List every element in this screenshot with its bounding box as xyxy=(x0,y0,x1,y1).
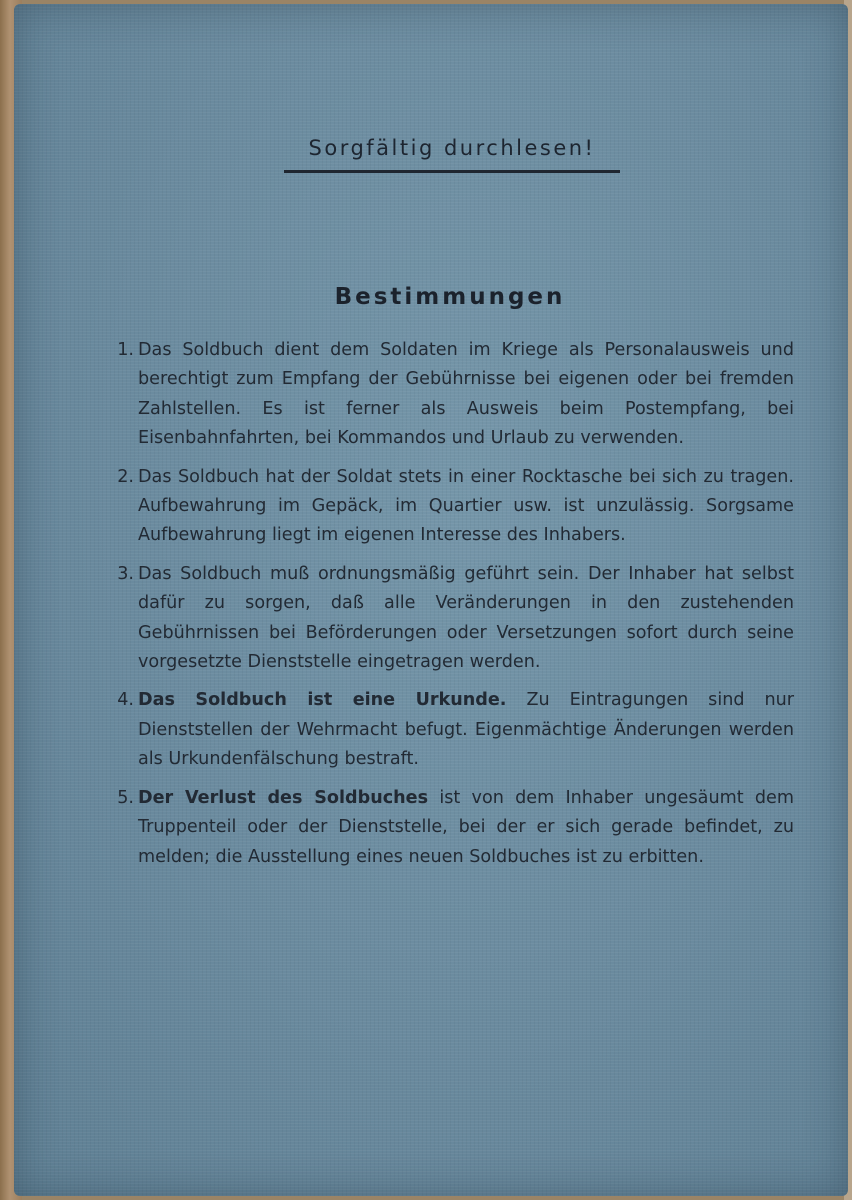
regulation-text: Das Soldbuch hat der Soldat stets in einer Rocktasche bei sich zu tragen. Aufbewahrung im Gepäck, im Quartier usw. ist unzulässig. Sorgsame Aufbewahrung liegt im eigenen Interesse des Inhabers. xyxy=(138,466,794,546)
regulation-body xyxy=(138,784,794,872)
regulation-number: 4. xyxy=(117,690,134,711)
instruction-header: Sorgfältig durchlesen! xyxy=(308,136,596,160)
regulation-number: 2. xyxy=(117,466,134,487)
regulation-lead: Das Soldbuch ist eine Urkunde. xyxy=(138,690,507,711)
regulation-text: ist von dem Inhaber ungesäumt dem Truppenteil oder der Dienststelle, bei der er sich gerade befindet, zu melden; die Ausstellung eines neuen Soldbuches ist zu erbitten. xyxy=(138,787,795,867)
header-underline xyxy=(284,170,620,173)
regulation-number: 1. xyxy=(117,340,134,360)
regulation-item xyxy=(104,463,794,551)
regulation-body xyxy=(138,560,794,678)
regulation-item xyxy=(104,336,794,454)
regulation-text: Zu Eintragungen sind nur Dienststellen der Wehrmacht befugt. Eigenmächtige Änderungen werden als Urkundenfälschung bestraft. xyxy=(138,690,795,770)
regulation-body xyxy=(138,463,794,551)
regulation-text: Das Soldbuch muß ordnungsmäßig geführt sein. Der Inhaber hat selbst dafür zu sorgen, daß alle Veränderungen in den zustehenden Gebührnissen bei Beförderungen oder Versetzungen sofort durch seine vorgesetzte Dienststelle eingetragen werden. xyxy=(138,563,794,673)
regulation-lead: Der Verlust des Soldbuches xyxy=(138,787,429,808)
regulation-item xyxy=(104,686,794,774)
regulation-number: 3. xyxy=(117,563,134,584)
regulations-list xyxy=(104,336,794,881)
regulation-body xyxy=(138,686,794,774)
regulation-item xyxy=(104,784,794,872)
regulation-body xyxy=(138,336,794,454)
regulations-title: Bestimmungen xyxy=(334,284,566,310)
regulation-item xyxy=(104,560,794,678)
regulation-number: 5. xyxy=(117,787,134,808)
regulation-text: Das Soldbuch dient dem Soldaten im Kriege als Personalausweis und berechtigt zum Empfang der Gebührnisse bei eigenen oder bei fremden Zahlstellen. Es ist ferner als Ausweis beim Postempfang, bei Eisenbahnfahrten, bei Kommandos und Urlaub zu verwenden. xyxy=(138,340,794,449)
